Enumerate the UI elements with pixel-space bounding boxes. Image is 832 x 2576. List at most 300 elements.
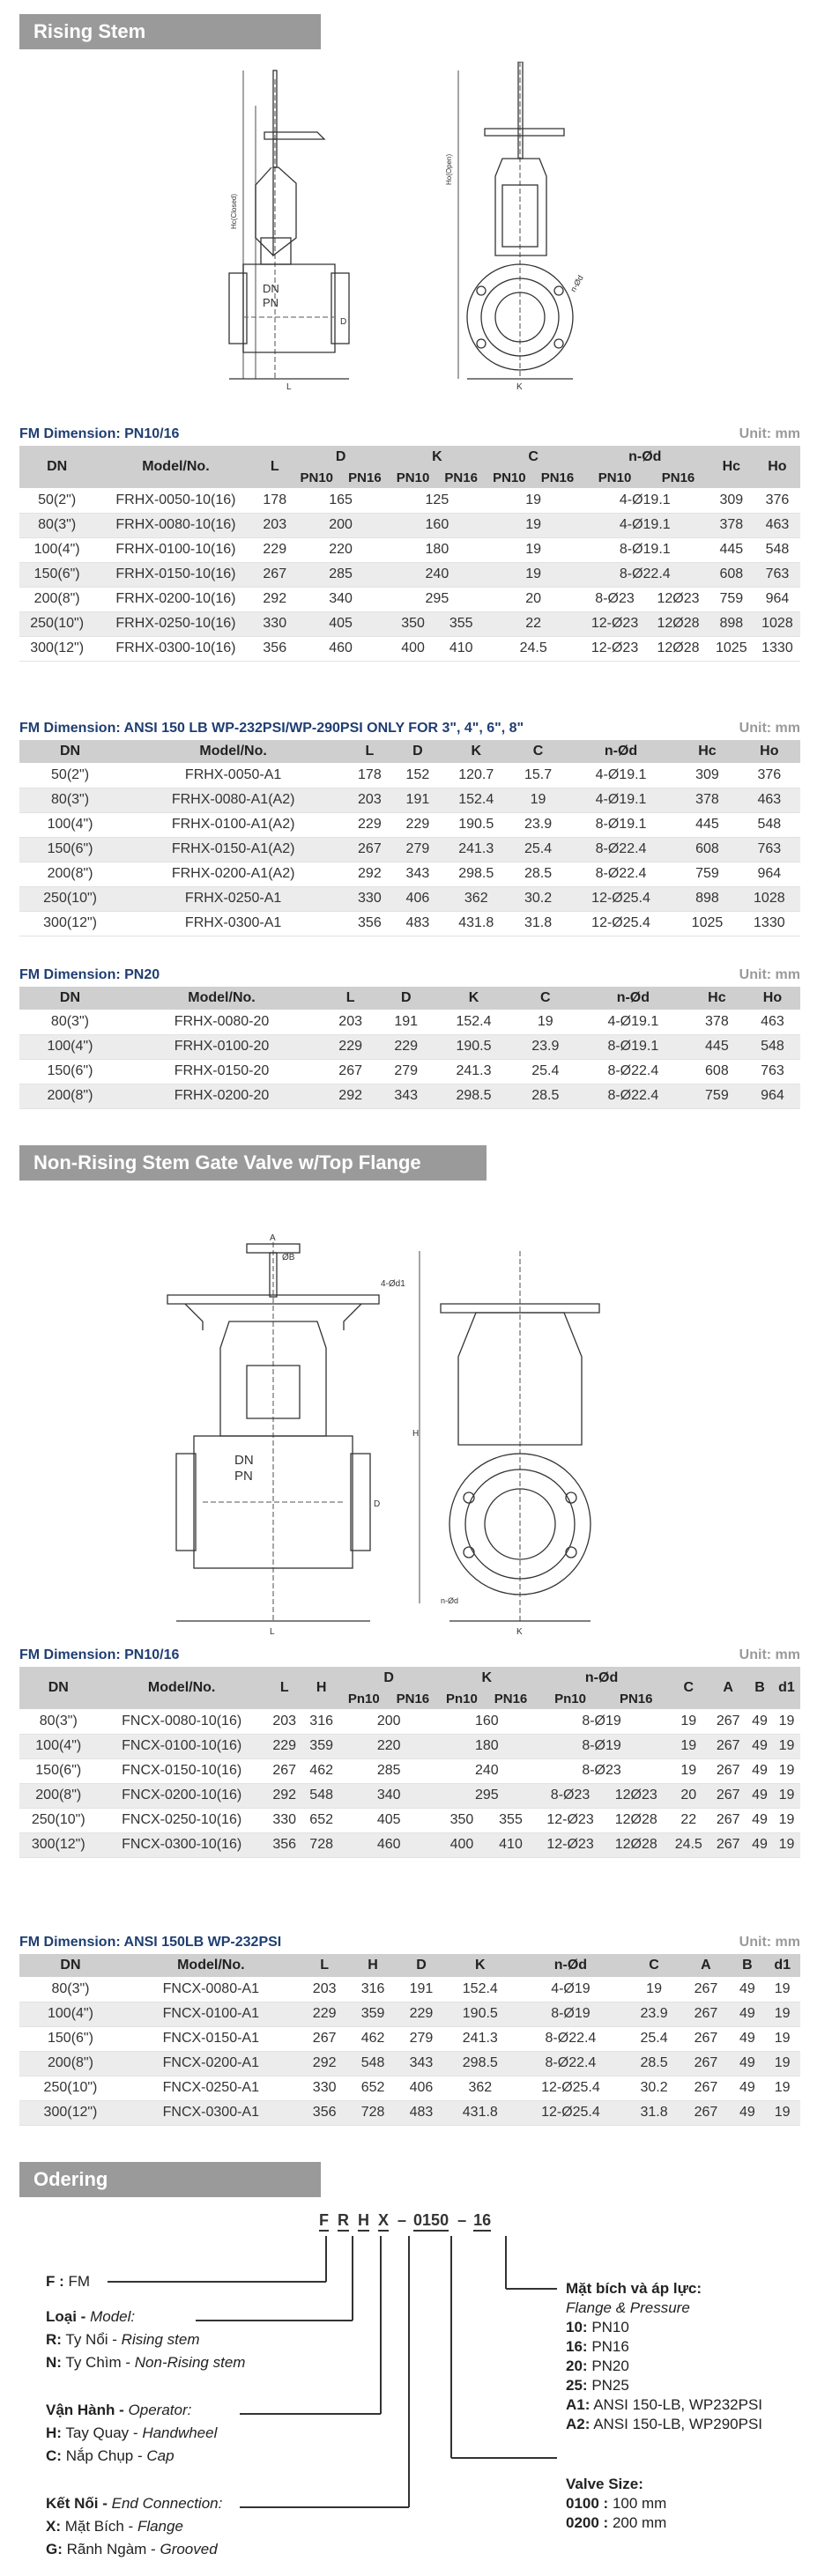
t3-cell: 8-Ø19.1	[577, 1034, 689, 1059]
t3-cell: 241.3	[434, 1059, 513, 1084]
t5-cell: 462	[349, 2026, 397, 2051]
t4-cell: 330	[266, 1808, 303, 1832]
t1-cell: 203	[257, 513, 293, 537]
t4-cell: 250(10")	[19, 1808, 98, 1832]
t2-cell: FRHX-0100-A1(A2)	[121, 812, 345, 837]
table-row	[19, 537, 800, 562]
t4-table	[19, 1667, 800, 1858]
t2-cell: 608	[676, 837, 738, 862]
t1-cell: 250(10")	[19, 611, 94, 636]
t1-cell: 8-Ø23	[582, 587, 648, 611]
t1-cell: 548	[754, 537, 800, 562]
t5-cell: 19	[764, 2076, 800, 2100]
non-a-label: A	[270, 1233, 276, 1243]
order-n-key: N:	[46, 2354, 62, 2371]
nonrising-stem-drawing	[150, 1233, 643, 1639]
t4-h-d1: d1	[773, 1667, 800, 1709]
t1-table	[19, 446, 800, 662]
t3-cell: 298.5	[434, 1084, 513, 1108]
t5-cell: 49	[730, 2026, 764, 2051]
t4-h-k: K	[438, 1667, 536, 1690]
t2-cell: 406	[394, 886, 442, 911]
t3-cell: 4-Ø19.1	[577, 1010, 689, 1034]
t4-cell: 19	[773, 1808, 800, 1832]
code-x: X	[378, 2211, 389, 2232]
t4-cell: 728	[303, 1832, 340, 1857]
order-x-vi: Mặt Bích -	[64, 2518, 134, 2535]
table-row	[19, 1034, 800, 1059]
t5-h: K	[445, 1954, 515, 1977]
t3-cell: 463	[745, 1010, 800, 1034]
t2-h: Hc	[676, 740, 738, 763]
order-p20-val: PN20	[591, 2358, 629, 2374]
order-conn	[46, 2495, 222, 2513]
t4-cell: 24.5	[667, 1832, 709, 1857]
t1-cell: 330	[257, 611, 293, 636]
t3-cell: 19	[514, 1010, 577, 1034]
t5-cell: 30.2	[627, 2076, 682, 2100]
t1-cell: 405	[293, 611, 389, 636]
t1-h-nd: n-Ød	[582, 446, 709, 469]
t4-cell: 49	[747, 1758, 773, 1783]
t4-cell: FNCX-0150-10(16)	[98, 1758, 266, 1783]
t4-h-d-pn16: PN16	[388, 1690, 438, 1709]
order-a1-key: A1:	[566, 2396, 591, 2413]
t4-title: FM Dimension: PN10/16	[19, 1647, 180, 1662]
t1-h-k-pn10: PN10	[389, 469, 437, 488]
order-f-key: F :	[46, 2273, 64, 2290]
t1-cell: FRHX-0050-10(16)	[94, 488, 256, 513]
t3-h: C	[514, 987, 577, 1010]
t5-cell: 49	[730, 2051, 764, 2076]
t4-cell: 548	[303, 1783, 340, 1808]
order-r	[46, 2331, 199, 2349]
t2-cell: 250(10")	[19, 886, 121, 911]
t1-cell: 1025	[709, 636, 754, 661]
t5-cell: 25.4	[627, 2026, 682, 2051]
nonrising-front-view	[412, 1251, 599, 1637]
code-pressure: 16	[473, 2211, 491, 2232]
t2-cell: 80(3")	[19, 788, 121, 812]
t4-cell: 203	[266, 1709, 303, 1734]
t1-cell: 12Ø28	[648, 611, 708, 636]
t4-h-k-pn10: Pn10	[438, 1690, 486, 1709]
t3-cell: 100(4")	[19, 1034, 121, 1059]
code-r: R	[338, 2211, 349, 2232]
t1-cell: 295	[389, 587, 485, 611]
t4-cell: 200	[340, 1709, 438, 1734]
non-k-label: K	[516, 1627, 523, 1637]
order-g-en: Grooved	[160, 2541, 218, 2557]
t1-title: FM Dimension: PN10/16	[19, 426, 180, 441]
code-f: F	[319, 2211, 329, 2232]
t1-cell: 8-Ø22.4	[582, 562, 709, 587]
t2-cell: 12-Ø25.4	[566, 886, 677, 911]
order-h-vi: Tay Quay -	[65, 2424, 138, 2441]
t5-cell: 191	[397, 1977, 446, 2002]
t1-cell: 309	[709, 488, 754, 513]
t1-cell: 378	[709, 513, 754, 537]
t5-cell: 356	[301, 2100, 349, 2125]
t2-cell: 178	[345, 763, 394, 788]
order-code	[319, 2211, 500, 2232]
t2-cell: 120.7	[442, 763, 510, 788]
t2-cell: 12-Ø25.4	[566, 911, 677, 936]
t2-cell: FRHX-0150-A1(A2)	[121, 837, 345, 862]
order-fp-en: Flange & Pressure	[566, 2299, 690, 2316]
t5-cell: 19	[764, 2026, 800, 2051]
t1-h-nd-pn16: PN16	[648, 469, 708, 488]
t4-cell: 460	[340, 1832, 438, 1857]
t2-cell: 376	[739, 763, 800, 788]
t4-cell: 267	[709, 1832, 747, 1857]
t5-cell: 150(6")	[19, 2026, 122, 2051]
t4-cell: 300(12")	[19, 1832, 98, 1857]
t4-cell: 160	[438, 1709, 536, 1734]
t4-h-model: Model/No.	[98, 1667, 266, 1709]
order-f	[46, 2273, 90, 2291]
t4-h-nd-pn10: Pn10	[536, 1690, 605, 1709]
t1-cell: 150(6")	[19, 562, 94, 587]
t1-h-c-pn16: PN16	[533, 469, 582, 488]
order-p10-key: 10:	[566, 2319, 588, 2335]
code-h: H	[358, 2211, 369, 2232]
order-a1	[566, 2396, 762, 2414]
t5-table	[19, 1954, 800, 2126]
t4-cell: 180	[438, 1734, 536, 1758]
t5-cell: 267	[682, 2076, 731, 2100]
t5-cell: 19	[764, 2100, 800, 2125]
t2-cell: 330	[345, 886, 394, 911]
t3-h: K	[434, 987, 513, 1010]
t2-cell: 279	[394, 837, 442, 862]
order-c-vi: Nắp Chụp -	[65, 2447, 143, 2464]
t5-cell: FNCX-0200-A1	[122, 2051, 301, 2076]
t4-cell: FNCX-0080-10(16)	[98, 1709, 266, 1734]
t2-cell: 191	[394, 788, 442, 812]
t2-cell: 343	[394, 862, 442, 886]
section-banner-rising: Rising Stem	[19, 14, 321, 49]
t4-cell: 405	[340, 1808, 438, 1832]
t5-cell: 28.5	[627, 2051, 682, 2076]
t5-cell: 190.5	[445, 2002, 515, 2026]
t5-cell: 316	[349, 1977, 397, 2002]
t5-cell: FNCX-0080-A1	[122, 1977, 301, 2002]
t2-cell: 445	[676, 812, 738, 837]
code-size: 0150	[413, 2211, 449, 2232]
order-f-val: FM	[68, 2273, 91, 2290]
t5-cell: 49	[730, 2100, 764, 2125]
table-row	[19, 2026, 800, 2051]
t5-title: FM Dimension: ANSI 150LB WP-232PSI	[19, 1935, 282, 1950]
order-x	[46, 2518, 183, 2535]
t4-cell: 19	[773, 1783, 800, 1808]
t1-h-k-pn16: PN16	[437, 469, 486, 488]
t4-cell: 80(3")	[19, 1709, 98, 1734]
t2-h: D	[394, 740, 442, 763]
t5-cell: 343	[397, 2051, 446, 2076]
t5-cell: 23.9	[627, 2002, 682, 2026]
t1-cell: 267	[257, 562, 293, 587]
non-l-label: L	[270, 1627, 275, 1637]
t2-cell: 483	[394, 911, 442, 936]
t2-cell: 30.2	[510, 886, 565, 911]
t5-cell: 279	[397, 2026, 446, 2051]
t1-h-d-pn10: PN10	[293, 469, 341, 488]
t4-cell: 19	[773, 1832, 800, 1857]
non-pn-label: PN	[234, 1469, 253, 1484]
t2-cell: 1330	[739, 911, 800, 936]
t4-cell: FNCX-0100-10(16)	[98, 1734, 266, 1758]
t5-cell: 267	[682, 2002, 731, 2026]
t5-h: A	[682, 1954, 731, 1977]
t3-unit: Unit: mm	[739, 967, 800, 982]
table-row	[19, 2076, 800, 2100]
t2-h: DN	[19, 740, 121, 763]
t5-cell: 406	[397, 2076, 446, 2100]
t2-cell: 267	[345, 837, 394, 862]
t1-cell: 160	[389, 513, 485, 537]
t4-h-k-pn16: PN16	[486, 1690, 536, 1709]
rising-ho-label: Ho(Open)	[445, 153, 453, 185]
t4-cell: 267	[709, 1758, 747, 1783]
rising-stem-drawing	[212, 62, 635, 414]
non-dn-label: DN	[234, 1453, 254, 1468]
table-row	[19, 587, 800, 611]
t5-unit: Unit: mm	[739, 1935, 800, 1950]
t4-cell: 49	[747, 1808, 773, 1832]
t1-h-c: C	[486, 446, 582, 469]
t4-cell: 410	[486, 1832, 536, 1857]
t5-cell: 292	[301, 2051, 349, 2076]
t2-cell: 31.8	[510, 911, 565, 936]
t1-cell: FRHX-0300-10(16)	[94, 636, 256, 661]
t3-cell: 763	[745, 1059, 800, 1084]
t4-cell: FNCX-0250-10(16)	[98, 1808, 266, 1832]
t2-h: K	[442, 740, 510, 763]
table-row	[19, 1808, 800, 1832]
t4-h-c: C	[667, 1667, 709, 1709]
order-s200-val: 200 mm	[612, 2514, 667, 2531]
t1-h-l: L	[257, 446, 293, 488]
t2-cell: 8-Ø22.4	[566, 862, 677, 886]
t4-cell: 267	[709, 1734, 747, 1758]
t1-cell: 125	[389, 488, 485, 513]
t1-h-hc: Hc	[709, 446, 754, 488]
t4-cell: 100(4")	[19, 1734, 98, 1758]
order-p20-key: 20:	[566, 2358, 588, 2374]
t1-cell: 24.5	[486, 636, 582, 661]
t1-unit: Unit: mm	[739, 426, 800, 441]
order-x-key: X:	[46, 2518, 61, 2535]
t5-cell: 229	[301, 2002, 349, 2026]
t4-cell: 200(8")	[19, 1783, 98, 1808]
t4-cell: 19	[773, 1758, 800, 1783]
t2-cell: 25.4	[510, 837, 565, 862]
t3-cell: 25.4	[514, 1059, 577, 1084]
order-vs-label: Valve Size:	[566, 2476, 643, 2492]
t1-h-d-pn16: PN16	[341, 469, 390, 488]
t2-cell: 356	[345, 911, 394, 936]
t5-h: L	[301, 1954, 349, 1977]
t4-cell: FNCX-0300-10(16)	[98, 1832, 266, 1857]
t2-cell: 150(6")	[19, 837, 121, 862]
t5-cell: 152.4	[445, 1977, 515, 2002]
t2-unit: Unit: mm	[739, 721, 800, 736]
t5-cell: 19	[627, 1977, 682, 2002]
table-row	[19, 1709, 800, 1734]
t5-cell: 359	[349, 2002, 397, 2026]
t2-cell: 378	[676, 788, 738, 812]
t1-cell: 445	[709, 537, 754, 562]
t5-cell: 31.8	[627, 2100, 682, 2125]
t2-cell: 362	[442, 886, 510, 911]
t2-cell: FRHX-0250-A1	[121, 886, 345, 911]
t3-table	[19, 987, 800, 1109]
table-row	[19, 636, 800, 661]
t3-cell: 267	[323, 1059, 378, 1084]
t1-cell: 240	[389, 562, 485, 587]
t1-h-ho: Ho	[754, 446, 800, 488]
t1-cell: 1028	[754, 611, 800, 636]
t3-cell: 445	[689, 1034, 745, 1059]
t3-cell: 200(8")	[19, 1084, 121, 1108]
t4-header	[19, 1647, 800, 1665]
table-row	[19, 1734, 800, 1758]
order-s100	[566, 2495, 666, 2513]
order-p25-val: PN25	[591, 2377, 629, 2394]
order-p16-val: PN16	[591, 2338, 629, 2355]
t3-cell: 23.9	[514, 1034, 577, 1059]
t4-cell: 12Ø28	[605, 1808, 667, 1832]
order-c-en: Cap	[146, 2447, 175, 2464]
t1-cell: 463	[754, 513, 800, 537]
t5-h: C	[627, 1954, 682, 1977]
t4-h-l: L	[266, 1667, 303, 1709]
t1-cell: 898	[709, 611, 754, 636]
t4-cell: 20	[667, 1783, 709, 1808]
t4-cell: 49	[747, 1783, 773, 1808]
t1-cell: 19	[486, 488, 582, 513]
rising-pn-label: PN	[263, 296, 279, 309]
t2-cell: 190.5	[442, 812, 510, 837]
t4-cell: 355	[486, 1808, 536, 1832]
t1-cell: 759	[709, 587, 754, 611]
t1-h-nd-pn10: PN10	[582, 469, 648, 488]
t3-cell: FRHX-0100-20	[121, 1034, 323, 1059]
t2-cell: 309	[676, 763, 738, 788]
t5-cell: FNCX-0150-A1	[122, 2026, 301, 2051]
order-n-en: Non-Rising stem	[134, 2354, 246, 2371]
non-d-label: D	[374, 1499, 381, 1509]
t1-cell: 200(8")	[19, 587, 94, 611]
order-h-en: Handwheel	[142, 2424, 218, 2441]
t1-cell: 763	[754, 562, 800, 587]
t2-cell: 28.5	[510, 862, 565, 886]
t5-cell: 330	[301, 2076, 349, 2100]
t1-cell: 350	[389, 611, 437, 636]
t4-cell: 12-Ø23	[536, 1832, 605, 1857]
t4-cell: 462	[303, 1758, 340, 1783]
rising-k-label: K	[516, 382, 523, 392]
t5-h: B	[730, 1954, 764, 1977]
t5-cell: 267	[301, 2026, 349, 2051]
t4-cell: 267	[709, 1808, 747, 1832]
t2-h: C	[510, 740, 565, 763]
order-type-en: Model:	[90, 2308, 136, 2325]
t4-unit: Unit: mm	[739, 1647, 800, 1662]
order-h	[46, 2424, 217, 2442]
t2-cell: 152	[394, 763, 442, 788]
t1-cell: 220	[293, 537, 389, 562]
t4-cell: 12Ø28	[605, 1832, 667, 1857]
t1-h-d: D	[293, 446, 389, 469]
t3-h: DN	[19, 987, 121, 1010]
order-r-vi: Ty Nổi -	[65, 2331, 117, 2348]
t1-header	[19, 426, 800, 444]
code-sep-2: –	[457, 2211, 467, 2229]
t5-cell: 8-Ø22.4	[515, 2026, 626, 2051]
t4-cell: 49	[747, 1832, 773, 1857]
t2-cell: 19	[510, 788, 565, 812]
t5-cell: 241.3	[445, 2026, 515, 2051]
t1-cell: 608	[709, 562, 754, 587]
t4-h-b: B	[747, 1667, 773, 1709]
t5-cell: 483	[397, 2100, 446, 2125]
t1-cell: 19	[486, 562, 582, 587]
t1-cell: 4-Ø19.1	[582, 488, 709, 513]
nonrising-side-view	[167, 1233, 405, 1637]
order-op	[46, 2402, 191, 2419]
t5-cell: 267	[682, 2026, 731, 2051]
t3-title: FM Dimension: PN20	[19, 967, 160, 982]
table-row	[19, 788, 800, 812]
table-row	[19, 2002, 800, 2026]
order-r-en: Rising stem	[121, 2331, 200, 2348]
t2-cell: 229	[394, 812, 442, 837]
t1-cell: 178	[257, 488, 293, 513]
t3-cell: 548	[745, 1034, 800, 1059]
t4-cell: 8-Ø19	[536, 1734, 667, 1758]
t4-cell: 359	[303, 1734, 340, 1758]
order-s100-val: 100 mm	[612, 2495, 667, 2512]
t3-h: Model/No.	[121, 987, 323, 1010]
t4-cell: 49	[747, 1709, 773, 1734]
order-n-vi: Ty Chìm -	[65, 2354, 131, 2371]
order-p25	[566, 2377, 629, 2395]
t5-cell: FNCX-0100-A1	[122, 2002, 301, 2026]
table-row	[19, 1977, 800, 2002]
t1-cell: 8-Ø19.1	[582, 537, 709, 562]
t3-cell: 229	[378, 1034, 434, 1059]
t2-cell: 8-Ø22.4	[566, 837, 677, 862]
code-sep-1: –	[397, 2211, 407, 2229]
t1-cell: 19	[486, 537, 582, 562]
t2-cell: 1028	[739, 886, 800, 911]
t2-cell: 964	[739, 862, 800, 886]
t4-h-h: H	[303, 1667, 340, 1709]
t5-h: n-Ød	[515, 1954, 626, 1977]
table-row	[19, 562, 800, 587]
table-row	[19, 886, 800, 911]
t4-cell: 19	[667, 1734, 709, 1758]
t3-cell: 8-Ø22.4	[577, 1059, 689, 1084]
t5-cell: FNCX-0300-A1	[122, 2100, 301, 2125]
t4-cell: 267	[709, 1783, 747, 1808]
t4-h-dn: DN	[19, 1667, 98, 1709]
t1-cell: 12Ø28	[648, 636, 708, 661]
t2-cell: FRHX-0080-A1(A2)	[121, 788, 345, 812]
